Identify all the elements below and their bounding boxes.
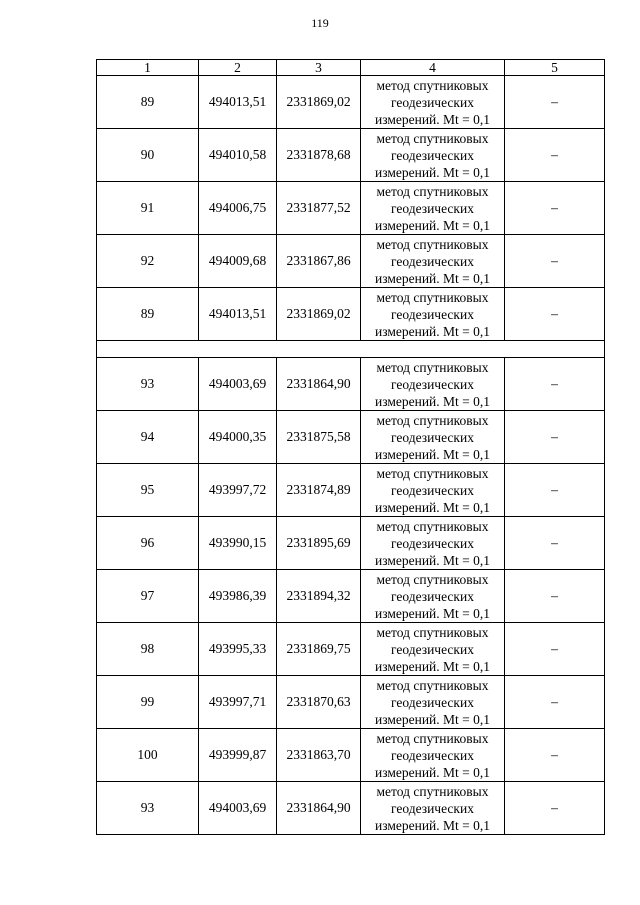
column-header: 4 <box>361 60 505 76</box>
point-number-cell: 98 <box>97 623 199 676</box>
method-cell <box>361 358 505 411</box>
method-text-line: метод спутниковых <box>376 412 489 428</box>
point-number-cell: 99 <box>97 676 199 729</box>
method-text-line: метод спутниковых <box>376 465 489 481</box>
method-cell <box>361 517 505 570</box>
method-cell <box>361 235 505 288</box>
y-coordinate-cell: 2331877,52 <box>277 182 361 235</box>
column-header: 2 <box>199 60 277 76</box>
accuracy-dash-cell: – <box>505 623 605 676</box>
method-text-line: геодезических <box>391 376 474 392</box>
method-text-line: геодезических <box>391 641 474 657</box>
accuracy-dash-cell: – <box>505 676 605 729</box>
method-text-line: измерений. Mt = 0,1 <box>374 817 491 833</box>
method-cell <box>361 411 505 464</box>
y-coordinate-cell: 2331895,69 <box>277 517 361 570</box>
method-text-line: измерений. Mt = 0,1 <box>374 552 491 568</box>
method-text-line: геодезических <box>391 800 474 816</box>
accuracy-dash-cell: – <box>505 464 605 517</box>
method-text-line: геодезических <box>391 253 474 269</box>
separator-cell <box>97 341 605 358</box>
y-coordinate-cell: 2331864,90 <box>277 358 361 411</box>
method-text-line: измерений. Mt = 0,1 <box>374 217 491 233</box>
method-text-line: геодезических <box>391 429 474 445</box>
method-text-line: измерений. Mt = 0,1 <box>374 658 491 674</box>
method-text-line: метод спутниковых <box>376 783 489 799</box>
y-coordinate-cell: 2331869,02 <box>277 76 361 129</box>
method-text-line: геодезических <box>391 200 474 216</box>
method-text-line: геодезических <box>391 535 474 551</box>
table-row <box>97 235 605 288</box>
method-cell <box>361 676 505 729</box>
table-row <box>97 676 605 729</box>
y-coordinate-cell: 2331863,70 <box>277 729 361 782</box>
method-text-line: метод спутниковых <box>376 518 489 534</box>
x-coordinate-cell: 494009,68 <box>199 235 277 288</box>
method-text-line: измерений. Mt = 0,1 <box>374 711 491 727</box>
x-coordinate-cell: 493990,15 <box>199 517 277 570</box>
method-text-line: метод спутниковых <box>376 77 489 93</box>
accuracy-dash-cell: – <box>505 782 605 835</box>
method-cell <box>361 76 505 129</box>
group-separator-row <box>97 341 605 358</box>
y-coordinate-cell: 2331874,89 <box>277 464 361 517</box>
method-text-line: метод спутниковых <box>376 624 489 640</box>
coordinates-table <box>96 59 605 835</box>
accuracy-dash-cell: – <box>505 411 605 464</box>
method-cell <box>361 182 505 235</box>
column-header: 5 <box>505 60 605 76</box>
method-text-line: метод спутниковых <box>376 359 489 375</box>
table-header-row <box>97 60 605 76</box>
accuracy-dash-cell: – <box>505 729 605 782</box>
method-cell <box>361 782 505 835</box>
accuracy-dash-cell: – <box>505 182 605 235</box>
method-text-line: метод спутниковых <box>376 730 489 746</box>
y-coordinate-cell: 2331864,90 <box>277 782 361 835</box>
method-text-line: измерений. Mt = 0,1 <box>374 323 491 339</box>
table-row <box>97 288 605 341</box>
accuracy-dash-cell: – <box>505 517 605 570</box>
method-cell <box>361 288 505 341</box>
method-text-line: метод спутниковых <box>376 677 489 693</box>
method-text-line: метод спутниковых <box>376 183 489 199</box>
method-text-line: геодезических <box>391 147 474 163</box>
method-text-line: геодезических <box>391 694 474 710</box>
table-row <box>97 129 605 182</box>
method-text-line: метод спутниковых <box>376 289 489 305</box>
method-text-line: измерений. Mt = 0,1 <box>374 393 491 409</box>
point-number-cell: 94 <box>97 411 199 464</box>
method-text-line: измерений. Mt = 0,1 <box>374 605 491 621</box>
x-coordinate-cell: 494003,69 <box>199 358 277 411</box>
y-coordinate-cell: 2331878,68 <box>277 129 361 182</box>
method-cell <box>361 129 505 182</box>
x-coordinate-cell: 494000,35 <box>199 411 277 464</box>
point-number-cell: 92 <box>97 235 199 288</box>
y-coordinate-cell: 2331867,86 <box>277 235 361 288</box>
point-number-cell: 90 <box>97 129 199 182</box>
point-number-cell: 93 <box>97 782 199 835</box>
method-cell <box>361 570 505 623</box>
y-coordinate-cell: 2331869,02 <box>277 288 361 341</box>
accuracy-dash-cell: – <box>505 570 605 623</box>
accuracy-dash-cell: – <box>505 358 605 411</box>
y-coordinate-cell: 2331894,32 <box>277 570 361 623</box>
accuracy-dash-cell: – <box>505 288 605 341</box>
accuracy-dash-cell: – <box>505 129 605 182</box>
method-cell <box>361 623 505 676</box>
table-row <box>97 517 605 570</box>
method-text-line: измерений. Mt = 0,1 <box>374 111 491 127</box>
x-coordinate-cell: 494010,58 <box>199 129 277 182</box>
method-text-line: геодезических <box>391 747 474 763</box>
point-number-cell: 96 <box>97 517 199 570</box>
x-coordinate-cell: 493997,72 <box>199 464 277 517</box>
table-row <box>97 76 605 129</box>
method-text-line: измерений. Mt = 0,1 <box>374 764 491 780</box>
method-cell <box>361 464 505 517</box>
method-text-line: геодезических <box>391 306 474 322</box>
y-coordinate-cell: 2331869,75 <box>277 623 361 676</box>
y-coordinate-cell: 2331875,58 <box>277 411 361 464</box>
point-number-cell: 95 <box>97 464 199 517</box>
method-cell <box>361 729 505 782</box>
table-row <box>97 623 605 676</box>
method-text-line: измерений. Mt = 0,1 <box>374 164 491 180</box>
y-coordinate-cell: 2331870,63 <box>277 676 361 729</box>
method-text-line: геодезических <box>391 94 474 110</box>
x-coordinate-cell: 494013,51 <box>199 288 277 341</box>
method-text-line: метод спутниковых <box>376 236 489 252</box>
point-number-cell: 89 <box>97 76 199 129</box>
method-text-line: геодезических <box>391 588 474 604</box>
point-number-cell: 100 <box>97 729 199 782</box>
table-row <box>97 464 605 517</box>
x-coordinate-cell: 493999,87 <box>199 729 277 782</box>
x-coordinate-cell: 493995,33 <box>199 623 277 676</box>
x-coordinate-cell: 494006,75 <box>199 182 277 235</box>
point-number-cell: 93 <box>97 358 199 411</box>
table-row <box>97 358 605 411</box>
table-row <box>97 411 605 464</box>
column-header: 1 <box>97 60 199 76</box>
point-number-cell: 89 <box>97 288 199 341</box>
method-text-line: геодезических <box>391 482 474 498</box>
accuracy-dash-cell: – <box>505 76 605 129</box>
accuracy-dash-cell: – <box>505 235 605 288</box>
table-row <box>97 182 605 235</box>
method-text-line: измерений. Mt = 0,1 <box>374 499 491 515</box>
x-coordinate-cell: 493986,39 <box>199 570 277 623</box>
point-number-cell: 91 <box>97 182 199 235</box>
column-header: 3 <box>277 60 361 76</box>
table-body <box>97 76 605 835</box>
method-text-line: измерений. Mt = 0,1 <box>374 270 491 286</box>
table-row <box>97 782 605 835</box>
x-coordinate-cell: 494003,69 <box>199 782 277 835</box>
method-text-line: метод спутниковых <box>376 571 489 587</box>
method-text-line: измерений. Mt = 0,1 <box>374 446 491 462</box>
method-text-line: метод спутниковых <box>376 130 489 146</box>
table-row <box>97 729 605 782</box>
page-number: 119 <box>311 16 329 30</box>
x-coordinate-cell: 493997,71 <box>199 676 277 729</box>
point-number-cell: 97 <box>97 570 199 623</box>
table-row <box>97 570 605 623</box>
x-coordinate-cell: 494013,51 <box>199 76 277 129</box>
